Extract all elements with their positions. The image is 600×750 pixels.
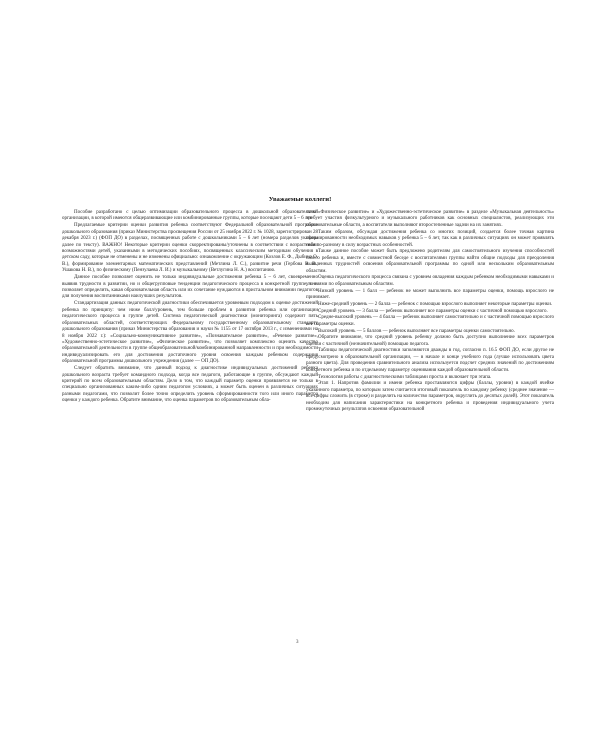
paragraph: Оценка педагогического процесса связана с уровнем овладения каждым ребенком необходимыми навыками и умениями по образовательным областям. (306, 275, 554, 287)
paragraph: Высокий уровень — 5 баллов — ребенок выполняет все параметры оценки самостоятельно. (318, 328, 515, 334)
paragraph: стям «Физическое развитие» и «Художественно-эстетическое развитие» в разделе «Музыкальная деятельность» требует участия физкультурного и музыкального работников как основных специалистов, реализующих эти образовательные области, а воспитатели выполняют второстепенные задачи на их занятиях. (306, 210, 554, 228)
paragraph: Предлагаемые критерии оценки развития ребенка соответствуют Федеральной образовательной программе дошкольного образования (приказ Министерства просвещения России от 25 ноября 2022 г. № 1028, зарегистрирован 28 декабря 2023 г.) (ФОП ДО) в разделах, посвященных работе с дошкольниками 5 – 6 лет (номера разделов указаны далее по тексту). ВАЖНО! Некоторые критерии оценки скорректированы/уточнены в соответствии с возрастными возможностями детей, указанными в методических пособиях, посвященных классическим методикам обучения в детском саду, которые не отменены и не изменены официально: ознакомление с окружающим (Козлов Е. Ф., Дыбина О. В.), формирование элементарных математических представлений (Метлина Л. С.), развитие речи (Гербова В. В., Ушакова Н. В.), по физическому (Пензулаева Л. И.) и музыкальному (Ветлугина Н. А.) воспитанию. (62, 223, 318, 274)
paragraph: Следует обратить внимание, что данный подход к диагностике индивидуальных достижений ребенка дошкольного возраста требует командного подхода, когда все педагоги, работающие в группе, обсуждают каждый критерий по всем образовательным областям. Дело в том, что каждый параметр оценки проявляется не только в специально организованных каким-либо одним педагогом условиях, а может быть оценен в различных ситуациях разными педагогами, что позволит более точно определить уровень сформированности того или иного параметра оценки у каждого ребенка. Обратите внимание, что оценка параметров по образовательным обла- (62, 366, 318, 404)
paragraph: Низкий уровень — 1 балл — ребенок не может выполнить все параметры оценки, помощь взрослого не принимает. (306, 288, 554, 301)
paragraph: Таблицы педагогической диагностики заполняются дважды в год, согласно п. 16.5 ФОП ДО, если другое не предусмотрено в образовательной организации, — в начале и конце учебного года (лучше использовать цвета разного цвета). Для проведения сравнительного анализа используется подсчет средних значений по достижениям конкретного ребенка и по отдельному параметру оценивания каждой образовательной области. (306, 348, 554, 373)
paragraph: Пособие разработано с целью оптимизации образовательного процесса в дошкольной образовательной организации, в которой имеются общеразвивающие или комбинированные группы, которые посещают дети 5 – 6 лет. (62, 210, 318, 222)
paragraph: Ниже-средний уровень — 2 балла — ребенок с помощью взрослого выполняет некоторые параметры оценки. (318, 301, 553, 307)
paragraph: Таким образом, обсуждая достижения ребенка со многих позиций, создается более точная картина сформированности необходимых навыков у ребенка 5 – 6 лет, так как в различных ситуациях он может проявлять себя по-разному в силу возрастных особенностей. (306, 229, 554, 248)
page-number: 3 (296, 640, 299, 645)
paragraph: Технология работы с диагностическими таблицами проста и включает три этапа. (318, 374, 492, 380)
paragraph: Этап 1. Напротив фамилии и имени ребенка проставляются цифры (баллы, уровни) в каждой ячейке указанного параметра, по которым затем считается итоговый показатель по каждому ребенку (среднее значение — все цифры сложить (в строке) и разделить на количество параметров, округлить до десятых долей). Этот показатель необходим для написания характеристики на конкретного ребенка и проведения индивидуального учета промежуточных результатов освоения образовательной (306, 381, 554, 413)
paragraph: Также данное пособие может быть предложено родителям для самостоятельного изучения способностей своего ребенка и, вместе с совместной беседе с воспитателями группы найти общие подходы для преодоления выявленных трудностей освоения образовательной программы по одной или нескольким образовательным областям. (306, 249, 554, 274)
page-title: Уважаемые коллеги! (268, 196, 332, 203)
paragraph: Средне-высокий уровень — 4 балла — ребенок выполняет самостоятельно и с частичной помощью взрослого все параметры оценки. (306, 315, 554, 327)
paragraph: Стандартизация данных педагогической диагностики обеспечивается уровневым подходом к оценке достижений ребенка по принципу: чем ниже балл/уровень, тем больше проблем в развитии ребенка или организации педагогического процесса в группе детей. Система педагогической диагностики (мониторинга) содержит пять образовательных областей, соответствующих Федеральному государственному образовательному стандарту дошкольного образования (приказ Министерства образования и науки № 1155 от 17 октября 2013 г., с изменениями на 8 ноября 2022 г.): «Социально-коммуникативное развитие», «Познавательное развитие», «Речевое развитие», «Художественно-эстетическое развитие», «Физическое развитие», что позволяет комплексно оценить качество образовательной деятельности в группе общеобразовательной/комбинированной направленности и при необходимости индивидуализировать его для достижения достаточного уровня освоения каждым ребенком содержания образовательной программы дошкольного учреждения (далее — ОП ДО). (62, 301, 318, 365)
paragraph: Средний уровень — 3 балла — ребенок выполняет все параметры оценки с частичной помощью взрослого. (318, 308, 548, 314)
left-column (62, 210, 318, 405)
paragraph: Данное пособие позволяет оценить не только индивидуальные достижения ребенка 5 – 6 лет, своевременно выявив трудности в развитии, но и общегрупповые тенденции педагогического процесса в конкретной группе, т. е. позволяет определить, какая образовательная область или их сочетание нуждаются в пристальном внимании педагогов для получения воспитанниками наилучших результатов. (62, 275, 318, 300)
paragraph: Обратите внимание, что средний уровень ребенку должно быть доступно выполнение всех параметров оценки с частичной (незначительной) помощью педагога. (306, 335, 554, 347)
right-column (306, 210, 554, 414)
